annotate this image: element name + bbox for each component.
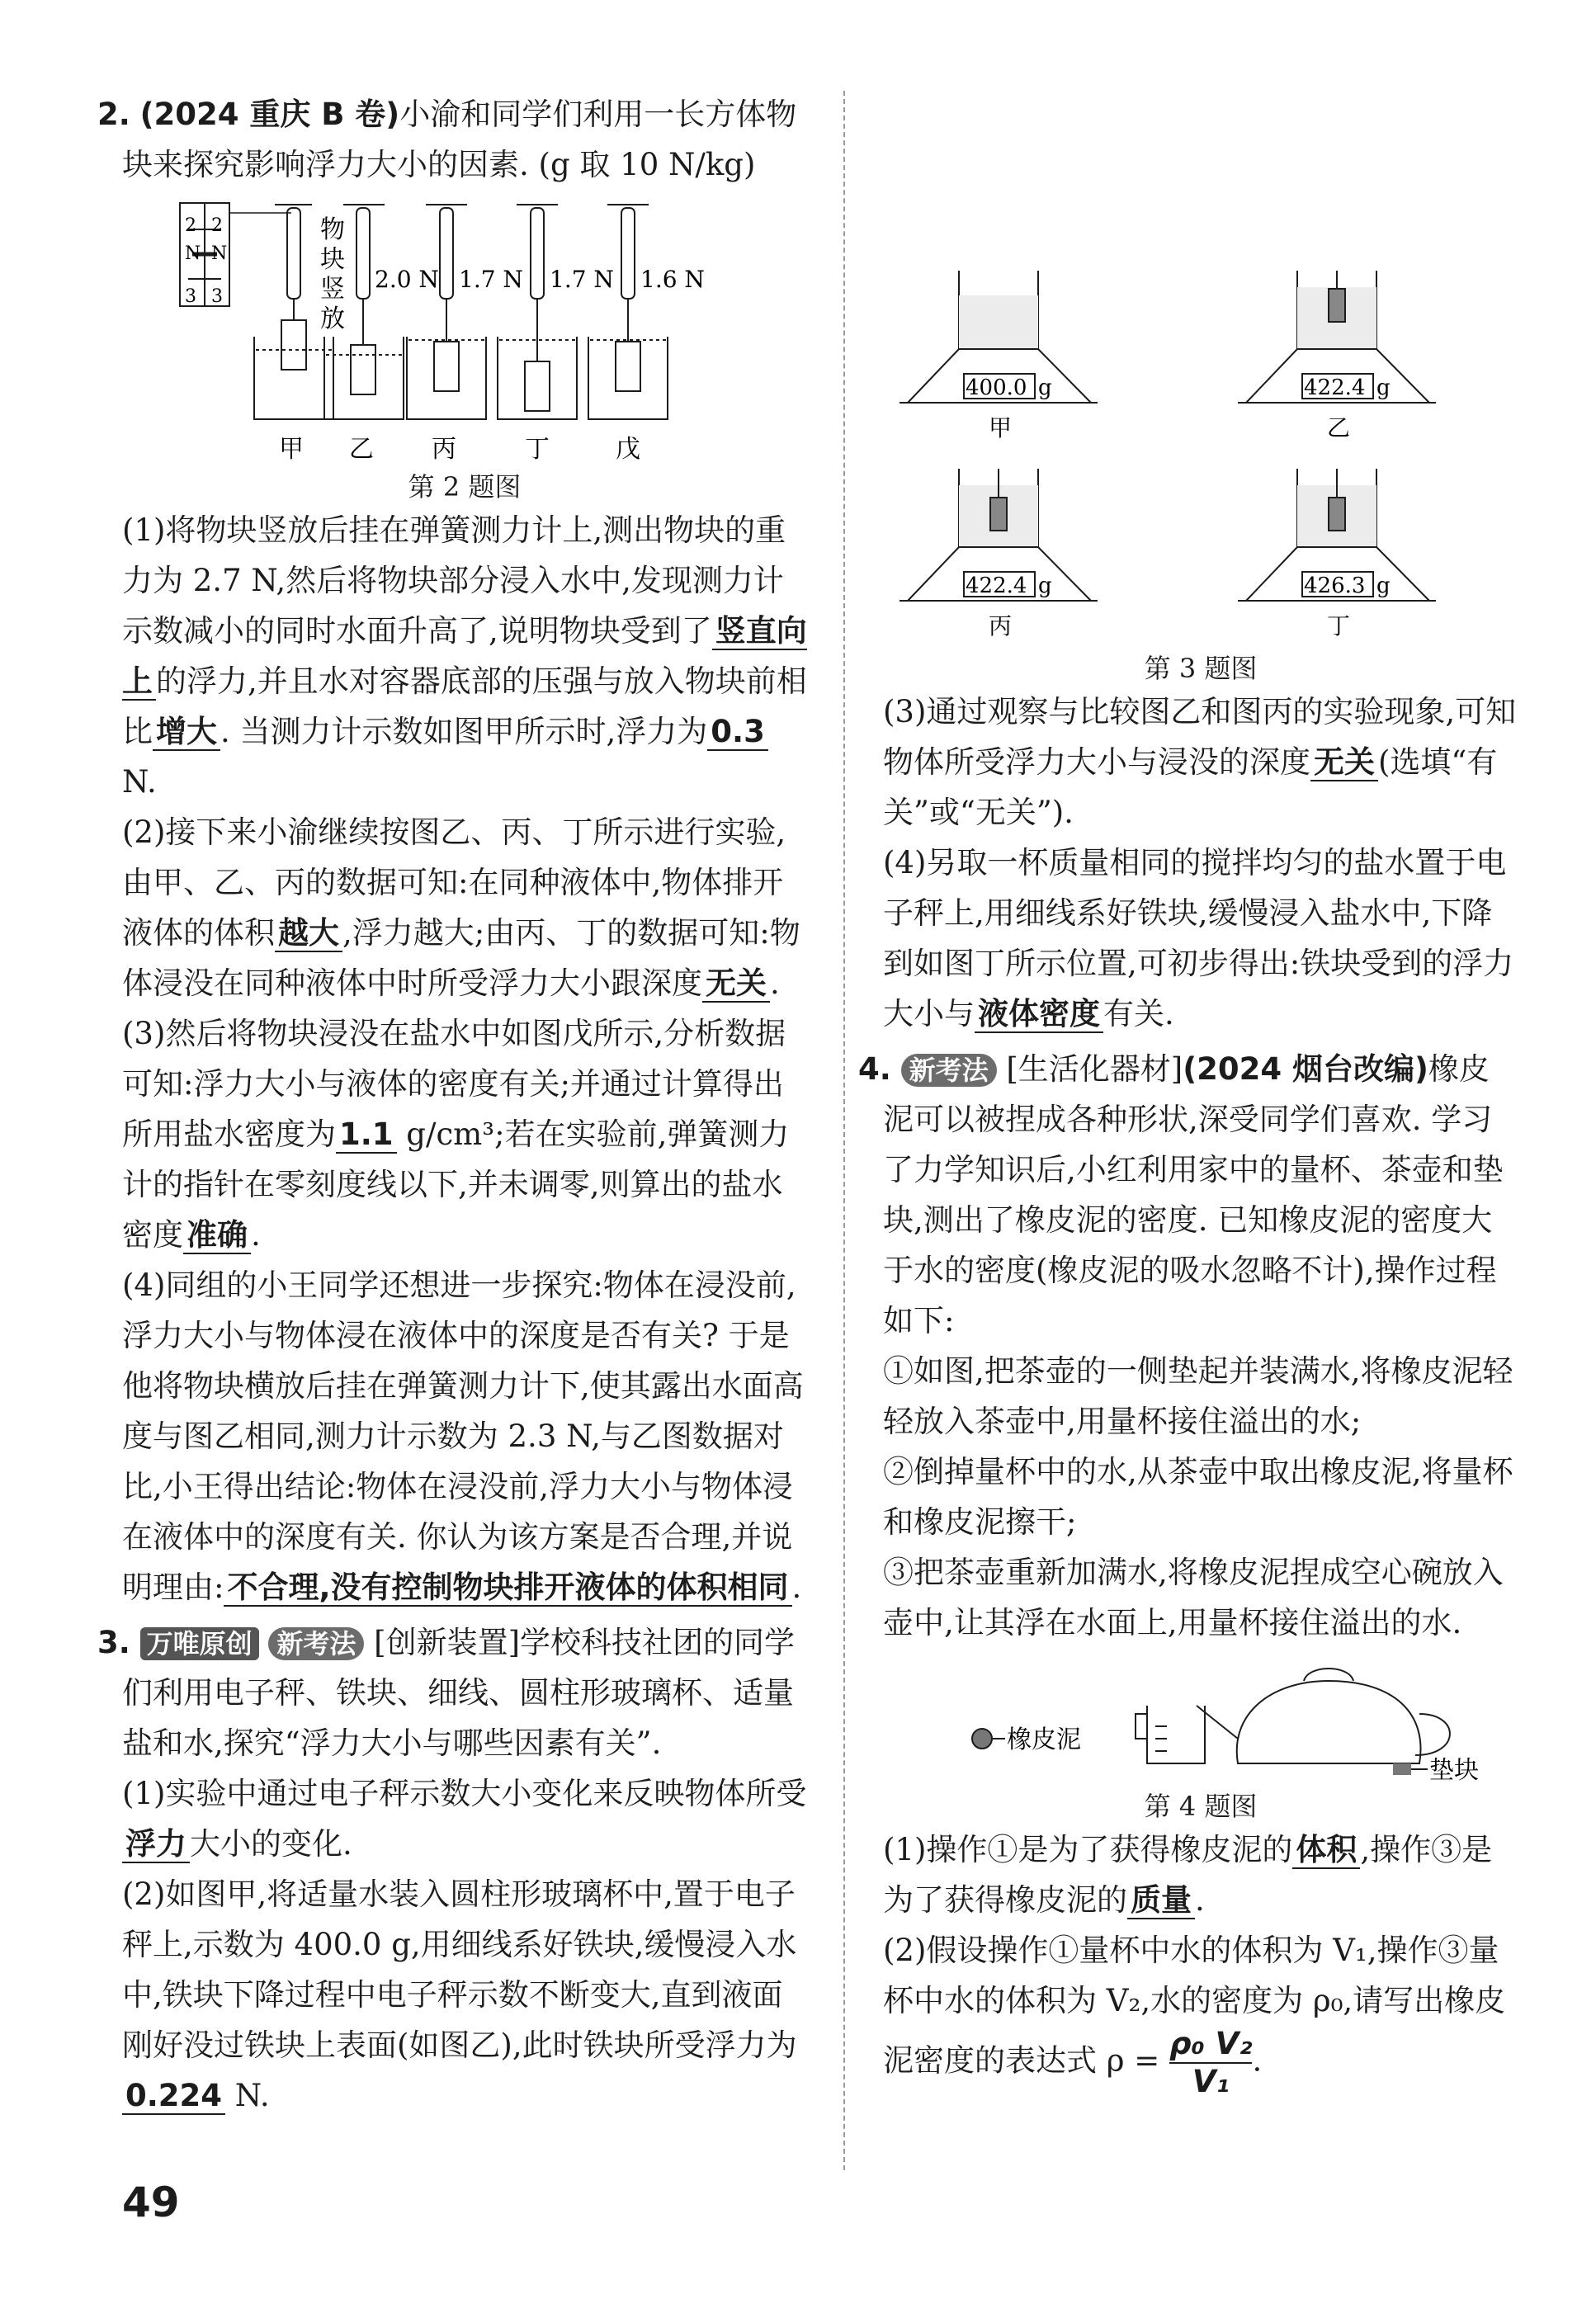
q3-part3: (3)通过观察与比较图乙和图丙的实验现象,可知物体所受浮力大小与浸没的深度 无关 (选填“有关”或“无关”). (883, 694, 1517, 830)
q3-category: [创新装置] (374, 1625, 521, 1660)
q4-part1: (1)操作①是为了获得橡皮泥的 体积 ,操作③是为了获得橡皮泥的 质量 . (883, 1832, 1493, 1918)
q2-label-yi: 乙 (349, 435, 374, 464)
q3-part1-answer: 浮力 (122, 1826, 190, 1863)
q4-number: 4. (858, 1051, 891, 1087)
q2-caption: 第 2 题图 (408, 471, 522, 503)
q2-reading-ding: 1.7 N (550, 266, 614, 293)
q3-tag-original: 万唯原创 (140, 1627, 259, 1660)
q2-part2-answer2: 无关 (702, 965, 770, 1003)
q2-reading-yi: 2.0 N (375, 266, 439, 293)
q3-tag-new: 新考法 (268, 1627, 364, 1660)
q4-step2: ②倒掉量杯中的水,从茶壶中取出橡皮泥,将量杯和橡皮泥擦干; (883, 1454, 1513, 1540)
q2-note-2: 块 (320, 245, 345, 274)
q3-label-bing: 丙 (989, 612, 1013, 640)
q2-source: (2024 重庆 B 卷) (139, 97, 400, 132)
q2-part2: (2)接下来小渝继续按图乙、丙、丁所示进行实验,由甲、乙、丙的数据可知:在同种液体中,物体排开液体的体积 越大 ,浮力越大;由丙、丁的数据可知:物体浸没在同种液体中时所受浮力大小跟深度 无关 . (122, 814, 800, 1001)
q2-gauge-tick-n: N (185, 243, 201, 264)
q4-fraction-denominator: V₁ (1169, 2062, 1252, 2100)
q4-caption: 第 4 题图 (1144, 1791, 1258, 1822)
q3-unit-bing: g (1038, 574, 1052, 598)
q4-figure-svg (883, 1648, 1518, 1788)
q4-stem: 橡皮泥可以被捏成各种形状,深受同学们喜欢. 学习了力学知识后,小红利用家中的量杯、茶壶和垫块,测出了橡皮泥的密度. 已知橡皮泥的密度大于水的密度(橡皮泥的吸水忽略不计),操作过程如下: (883, 1051, 1504, 1338)
q2-figure-svg (122, 196, 807, 469)
q2-label-wu: 戊 (616, 435, 640, 464)
q2-setup-wu (588, 205, 668, 419)
q4-step3: ③把茶壶重新加满水,将橡皮泥捏成空心碗放入壶中,让其浮在水面上,用量杯接住溢出的水. (883, 1555, 1504, 1640)
q4-clay-icon (972, 1729, 992, 1749)
q2-number: 2. (97, 97, 130, 132)
q3-number: 3. (97, 1625, 130, 1660)
q4-density-fraction (1169, 2026, 1252, 2100)
q4-fraction-numerator: ρ₀ V₂ (1169, 2026, 1253, 2061)
q3-label-ding: 丁 (1327, 612, 1351, 640)
q2-gauge-tick-3: 3 (185, 286, 196, 307)
left-column (97, 89, 807, 2113)
q3-part3-answer: 无关 (1310, 744, 1378, 781)
q2-part1: (1)将物块竖放后挂在弹簧测力计上,测出物块的重力为 2.7 N,然后将物块部分浸入水中,发现测力计示数减小的同时水面升高了,说明物块受到了 竖直向上 的浮力,并且水对容器底部的压强与放入物块前相比 增大 . 当测力计示数如图甲所示时,浮力为 0.3 N. (122, 512, 807, 800)
q2-part4: (4)同组的小王同学还想进一步探究:物体在浸没前,浮力大小与物体浸在液体中的深度是否有关? 于是他将物块横放后挂在弹簧测力计下,使其露出水面高度与图乙相同,测力计示数为 2.3 N,与乙图数据对比,小王得出结论:物体在浸没前,浮力大小与物体浸在液体中的深度有关. 你认为该方案是否合理,并说明理由: 不合理,没有控制物块排开液体的体积相同 . (122, 1267, 804, 1605)
q2-gauge-tick-2: 2 (185, 215, 196, 236)
q4-teapot (1197, 1669, 1450, 1763)
q2-reading-bing: 1.7 N (459, 266, 523, 293)
q2-label-jia: 甲 (279, 435, 304, 464)
q4-part1-answer1: 体积 (1292, 1832, 1360, 1869)
question-3 (97, 1617, 807, 1768)
q3-part4: (4)另取一杯质量相同的搅拌均匀的盐水置于电子秤上,用细线系好铁块,缓慢浸入盐水中,下降到如图丁所示位置,可初步得出:铁块受到的浮力大小与 液体密度 有关. (883, 845, 1514, 1031)
q2-part1-answer3: 0.3 (707, 714, 768, 751)
q2-reading-wu: 1.6 N (640, 266, 705, 293)
question-4 (858, 1044, 1518, 1346)
q2-gauge-tick-3r: 3 (211, 286, 223, 307)
q4-part1-answer2: 质量 (1127, 1882, 1195, 1919)
q2-figure (122, 196, 807, 469)
q2-part1-answer2: 增大 (153, 714, 220, 751)
q2-gauge-tick-nr: N (211, 243, 228, 264)
q2-note-3: 竖 (320, 275, 345, 304)
q3-stem: 学校科技社团的同学们利用电子秤、铁块、细线、圆柱形玻璃杯、适量盐和水,探究“浮力大小与哪些因素有关”. (122, 1625, 796, 1761)
column-divider (843, 91, 845, 2170)
q4-part2: (2)假设操作①量杯中水的体积为 V₁,操作③量杯中水的体积为 V₂,水的密度为 ρ₀,请写出橡皮泥密度的表达式 ρ = $\frac{\text{ρ₀ V₂}}{\text{V₁}}$ . (883, 1933, 1506, 2099)
q2-note-1: 物 (320, 215, 345, 244)
q2-gauge-tick-2r: 2 (211, 215, 223, 236)
q3-label-jia: 甲 (989, 414, 1013, 441)
q2-stem: 小渝和同学们利用一长方体物块来探究影响浮力大小的因素. (g 取 10 N/kg) (122, 97, 797, 182)
q3-figure (883, 262, 1518, 650)
q4-block-icon (1393, 1763, 1411, 1775)
q2-setup-ding (498, 205, 577, 419)
q3-reading-jia: 400.0 (966, 375, 1027, 400)
q3-part1: (1)实验中通过电子秤示数大小变化来反映物体所受浮力 大小的变化. (122, 1776, 807, 1862)
q2-note-4: 放 (320, 304, 345, 333)
q2-part3-answer1: 1.1 (336, 1116, 397, 1154)
q2-label-bing: 丙 (432, 435, 456, 464)
question-2 (97, 89, 807, 190)
q3-unit-yi: g (1376, 375, 1391, 400)
q4-label-clay: 橡皮泥 (1007, 1725, 1081, 1754)
q3-label-yi: 乙 (1327, 414, 1351, 441)
q2-setup-bing (407, 205, 486, 419)
q4-step1: ①如图,把茶壶的一侧垫起并装满水,将橡皮泥轻轻放入茶壶中,用量杯接住溢出的水; (883, 1353, 1513, 1439)
q2-part2-answer1: 越大 (275, 915, 342, 952)
q3-figure-svg (883, 262, 1518, 650)
q4-measuring-cup (1136, 1706, 1205, 1763)
q4-label-block: 垫块 (1429, 1756, 1479, 1785)
q3-unit-ding: g (1376, 574, 1391, 598)
q3-caption: 第 3 题图 (1144, 653, 1258, 684)
q3-part2-answer: 0.224 (122, 2078, 225, 2115)
q4-figure (883, 1648, 1518, 1788)
q2-part3: (3)然后将物块浸没在盐水中如图戊所示,分析数据可知:浮力大小与液体的密度有关;并通过计算得出所用盐水密度为 1.1 g/cm³;若在实验前,弹簧测力计的指针在零刻度线以下,并未调零,则算出的盐水密度 准确 . (122, 1016, 790, 1253)
q2-part4-answer: 不合理,没有控制物块排开液体的体积相同 (224, 1570, 791, 1607)
right-column (858, 89, 1518, 2100)
q2-part1-answer1: 竖直向上 (122, 613, 807, 699)
q2-part3-answer2: 准确 (183, 1217, 251, 1254)
q3-unit-jia: g (1038, 375, 1052, 400)
q3-reading-ding: 426.3 (1304, 574, 1366, 598)
q3-reading-yi: 422.4 (1304, 375, 1366, 400)
q2-label-ding: 丁 (525, 435, 550, 464)
q4-source: (2024 烟台改编) (1183, 1051, 1428, 1087)
q4-tag-new: 新考法 (901, 1054, 997, 1087)
q3-reading-bing: 422.4 (966, 574, 1027, 598)
page-number: 49 (122, 2178, 180, 2226)
q3-part2: (2)如图甲,将适量水装入圆柱形玻璃杯中,置于电子秤上,示数为 400.0 g,用细线系好铁块,缓慢浸入水中,铁块下降过程中电子秤示数不断变大,直到液面刚好没过铁块上表面(如图乙),此时铁块所受浮力为0.224 N. (122, 1876, 797, 2113)
q4-category: [生活化器材] (1006, 1051, 1183, 1087)
q3-part4-answer: 液体密度 (975, 996, 1103, 1033)
